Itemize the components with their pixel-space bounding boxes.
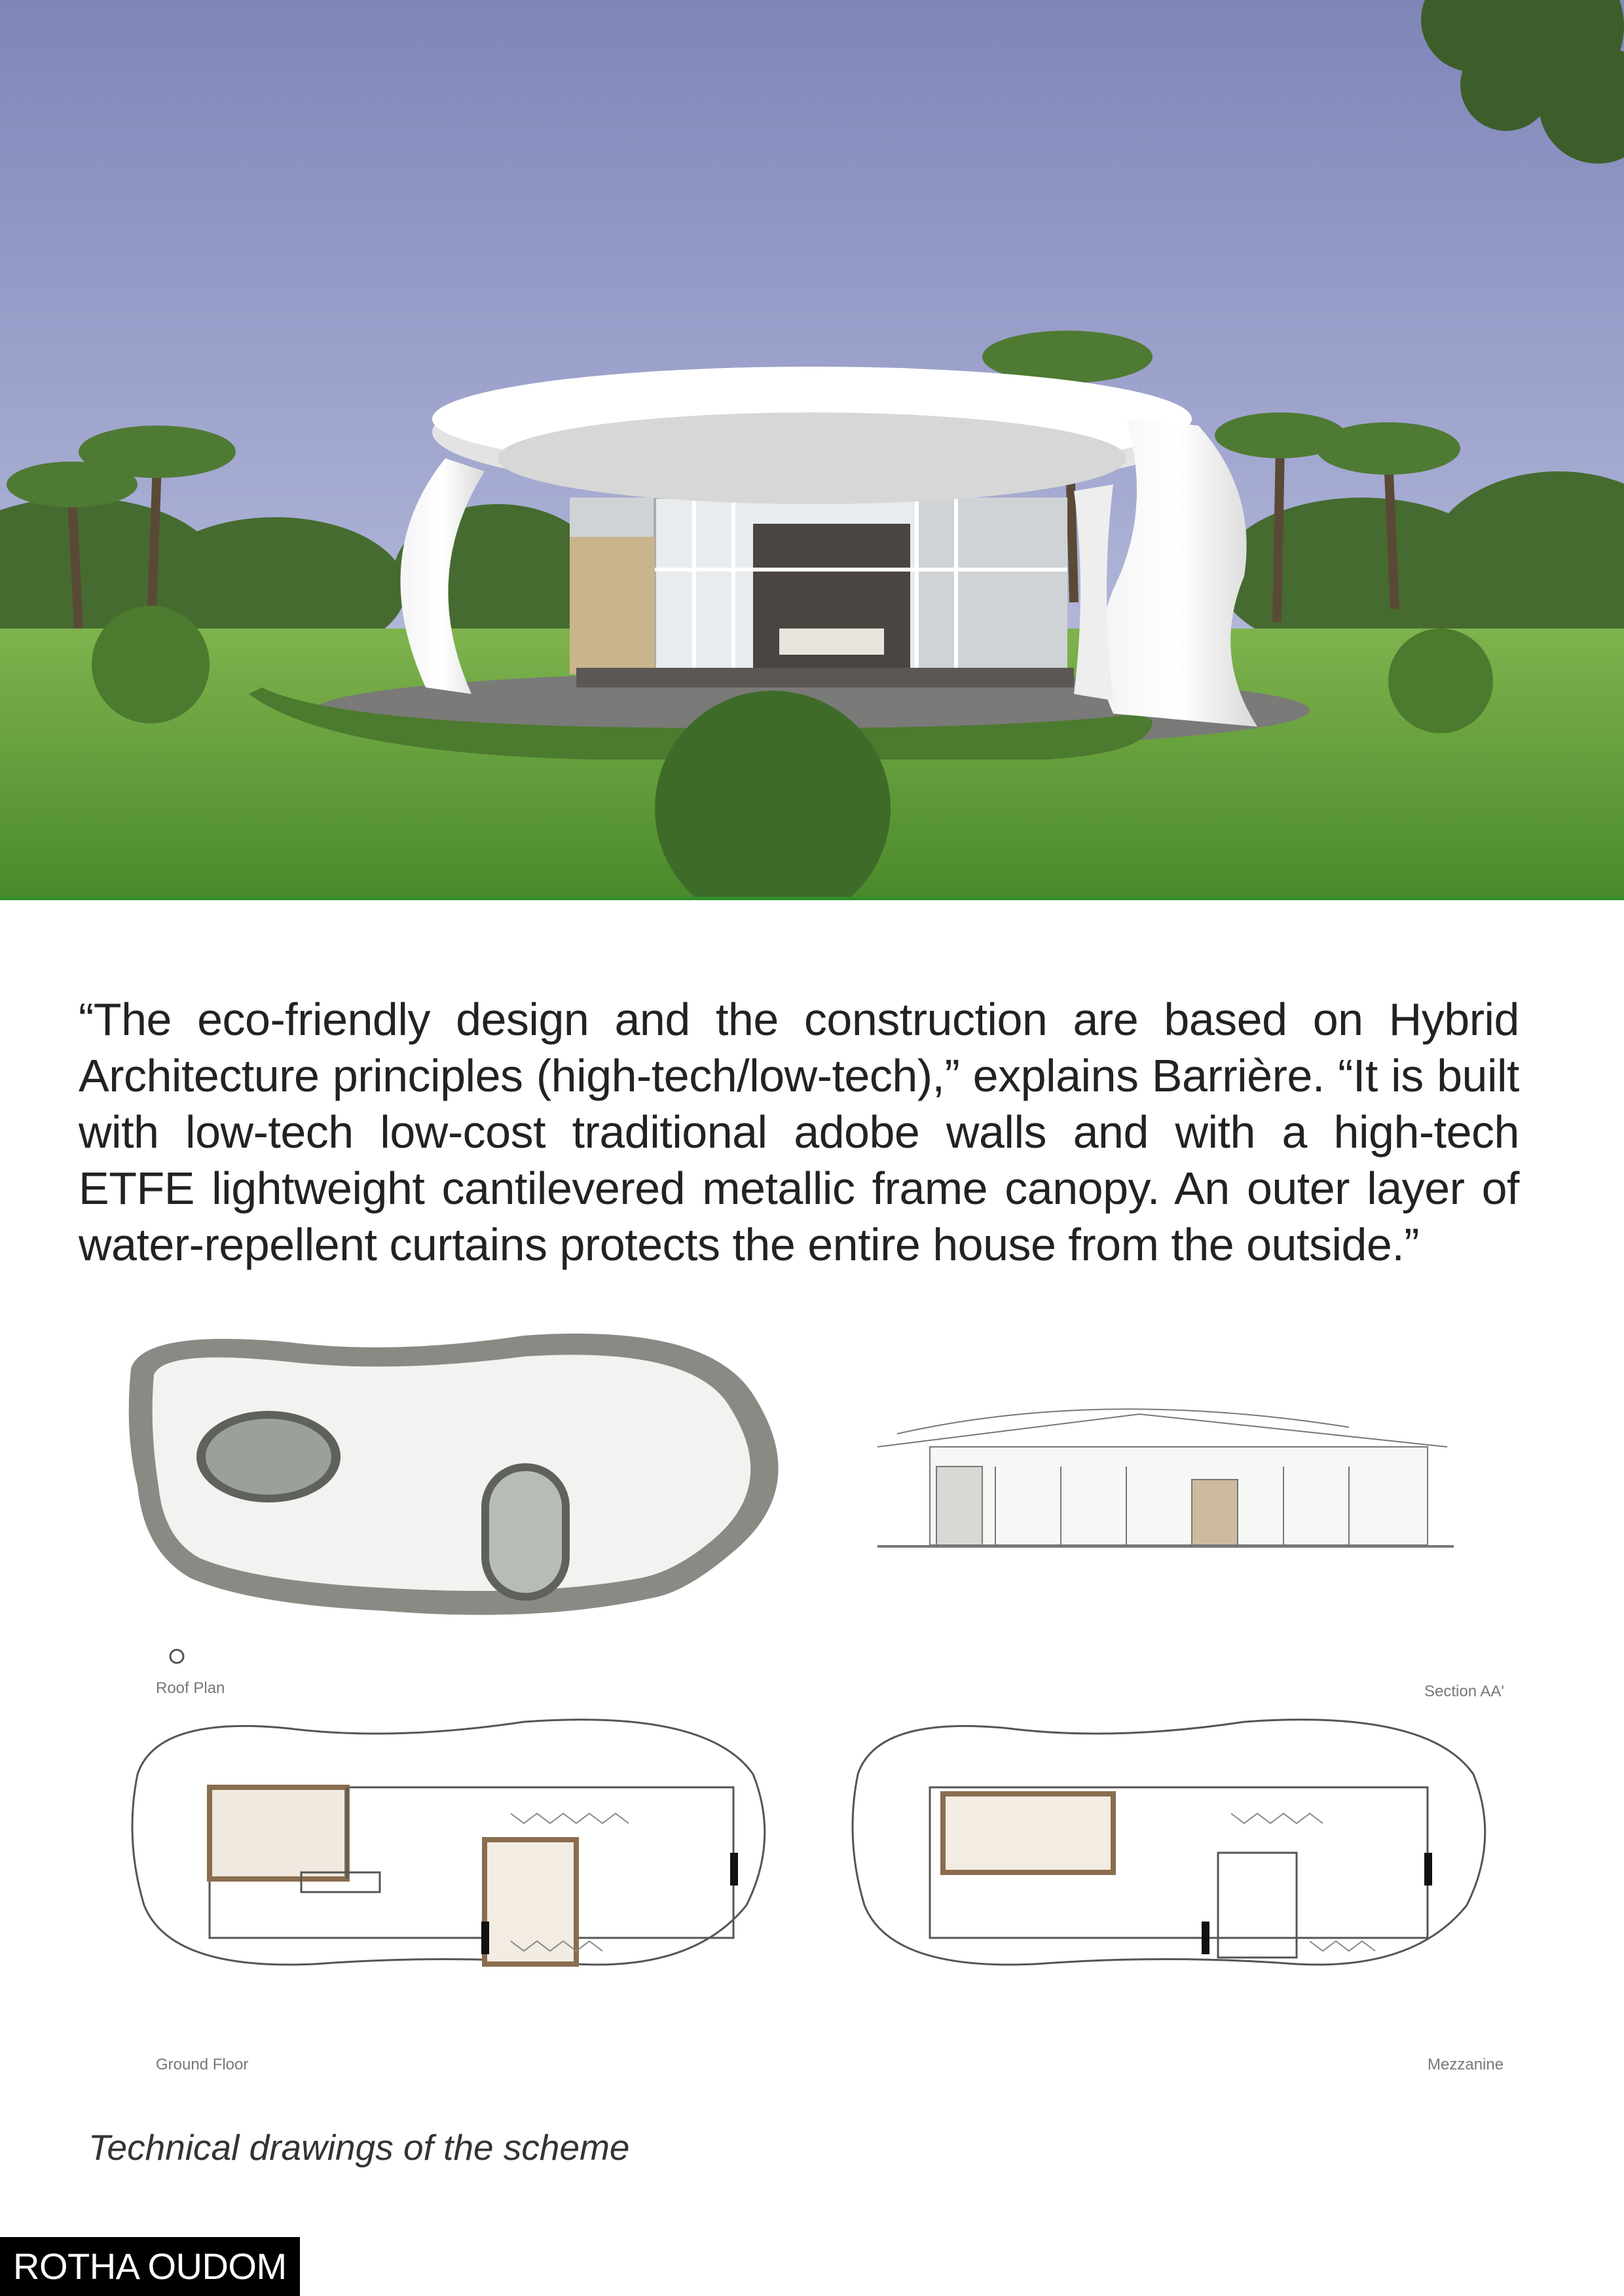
quote-paragraph: “The eco-friendly design and the construction are based on Hybrid Architecture principles (high-tech/low-tech),” explains Barrière. “It is built with low-tech low-cost traditional adobe walls and with a high-tech ETFE lightweight cantilevered metallic frame canopy. An outer layer of water-repellent curtains protects the entire house from the outside.” bbox=[79, 994, 1519, 1270]
mezzanine-label: Mezzanine bbox=[1428, 2056, 1504, 2073]
hero-render-image bbox=[0, 0, 1624, 900]
figure-caption: Technical drawings of the scheme bbox=[88, 2127, 630, 2168]
author-tag: ROTHA OUDOM bbox=[0, 2237, 300, 2296]
mezzanine-plan-drawing bbox=[853, 1720, 1485, 1965]
section-label: Section AA' bbox=[1424, 1683, 1504, 1700]
technical-drawings-figure bbox=[118, 1316, 1545, 2095]
roof-plan-label: Roof Plan bbox=[156, 1679, 225, 1697]
section-aa-drawing bbox=[877, 1409, 1454, 1546]
ground-floor-label: Ground Floor bbox=[156, 2056, 249, 2073]
roof-plan-drawing bbox=[129, 1334, 779, 1663]
ground-floor-plan-drawing bbox=[132, 1720, 765, 1965]
